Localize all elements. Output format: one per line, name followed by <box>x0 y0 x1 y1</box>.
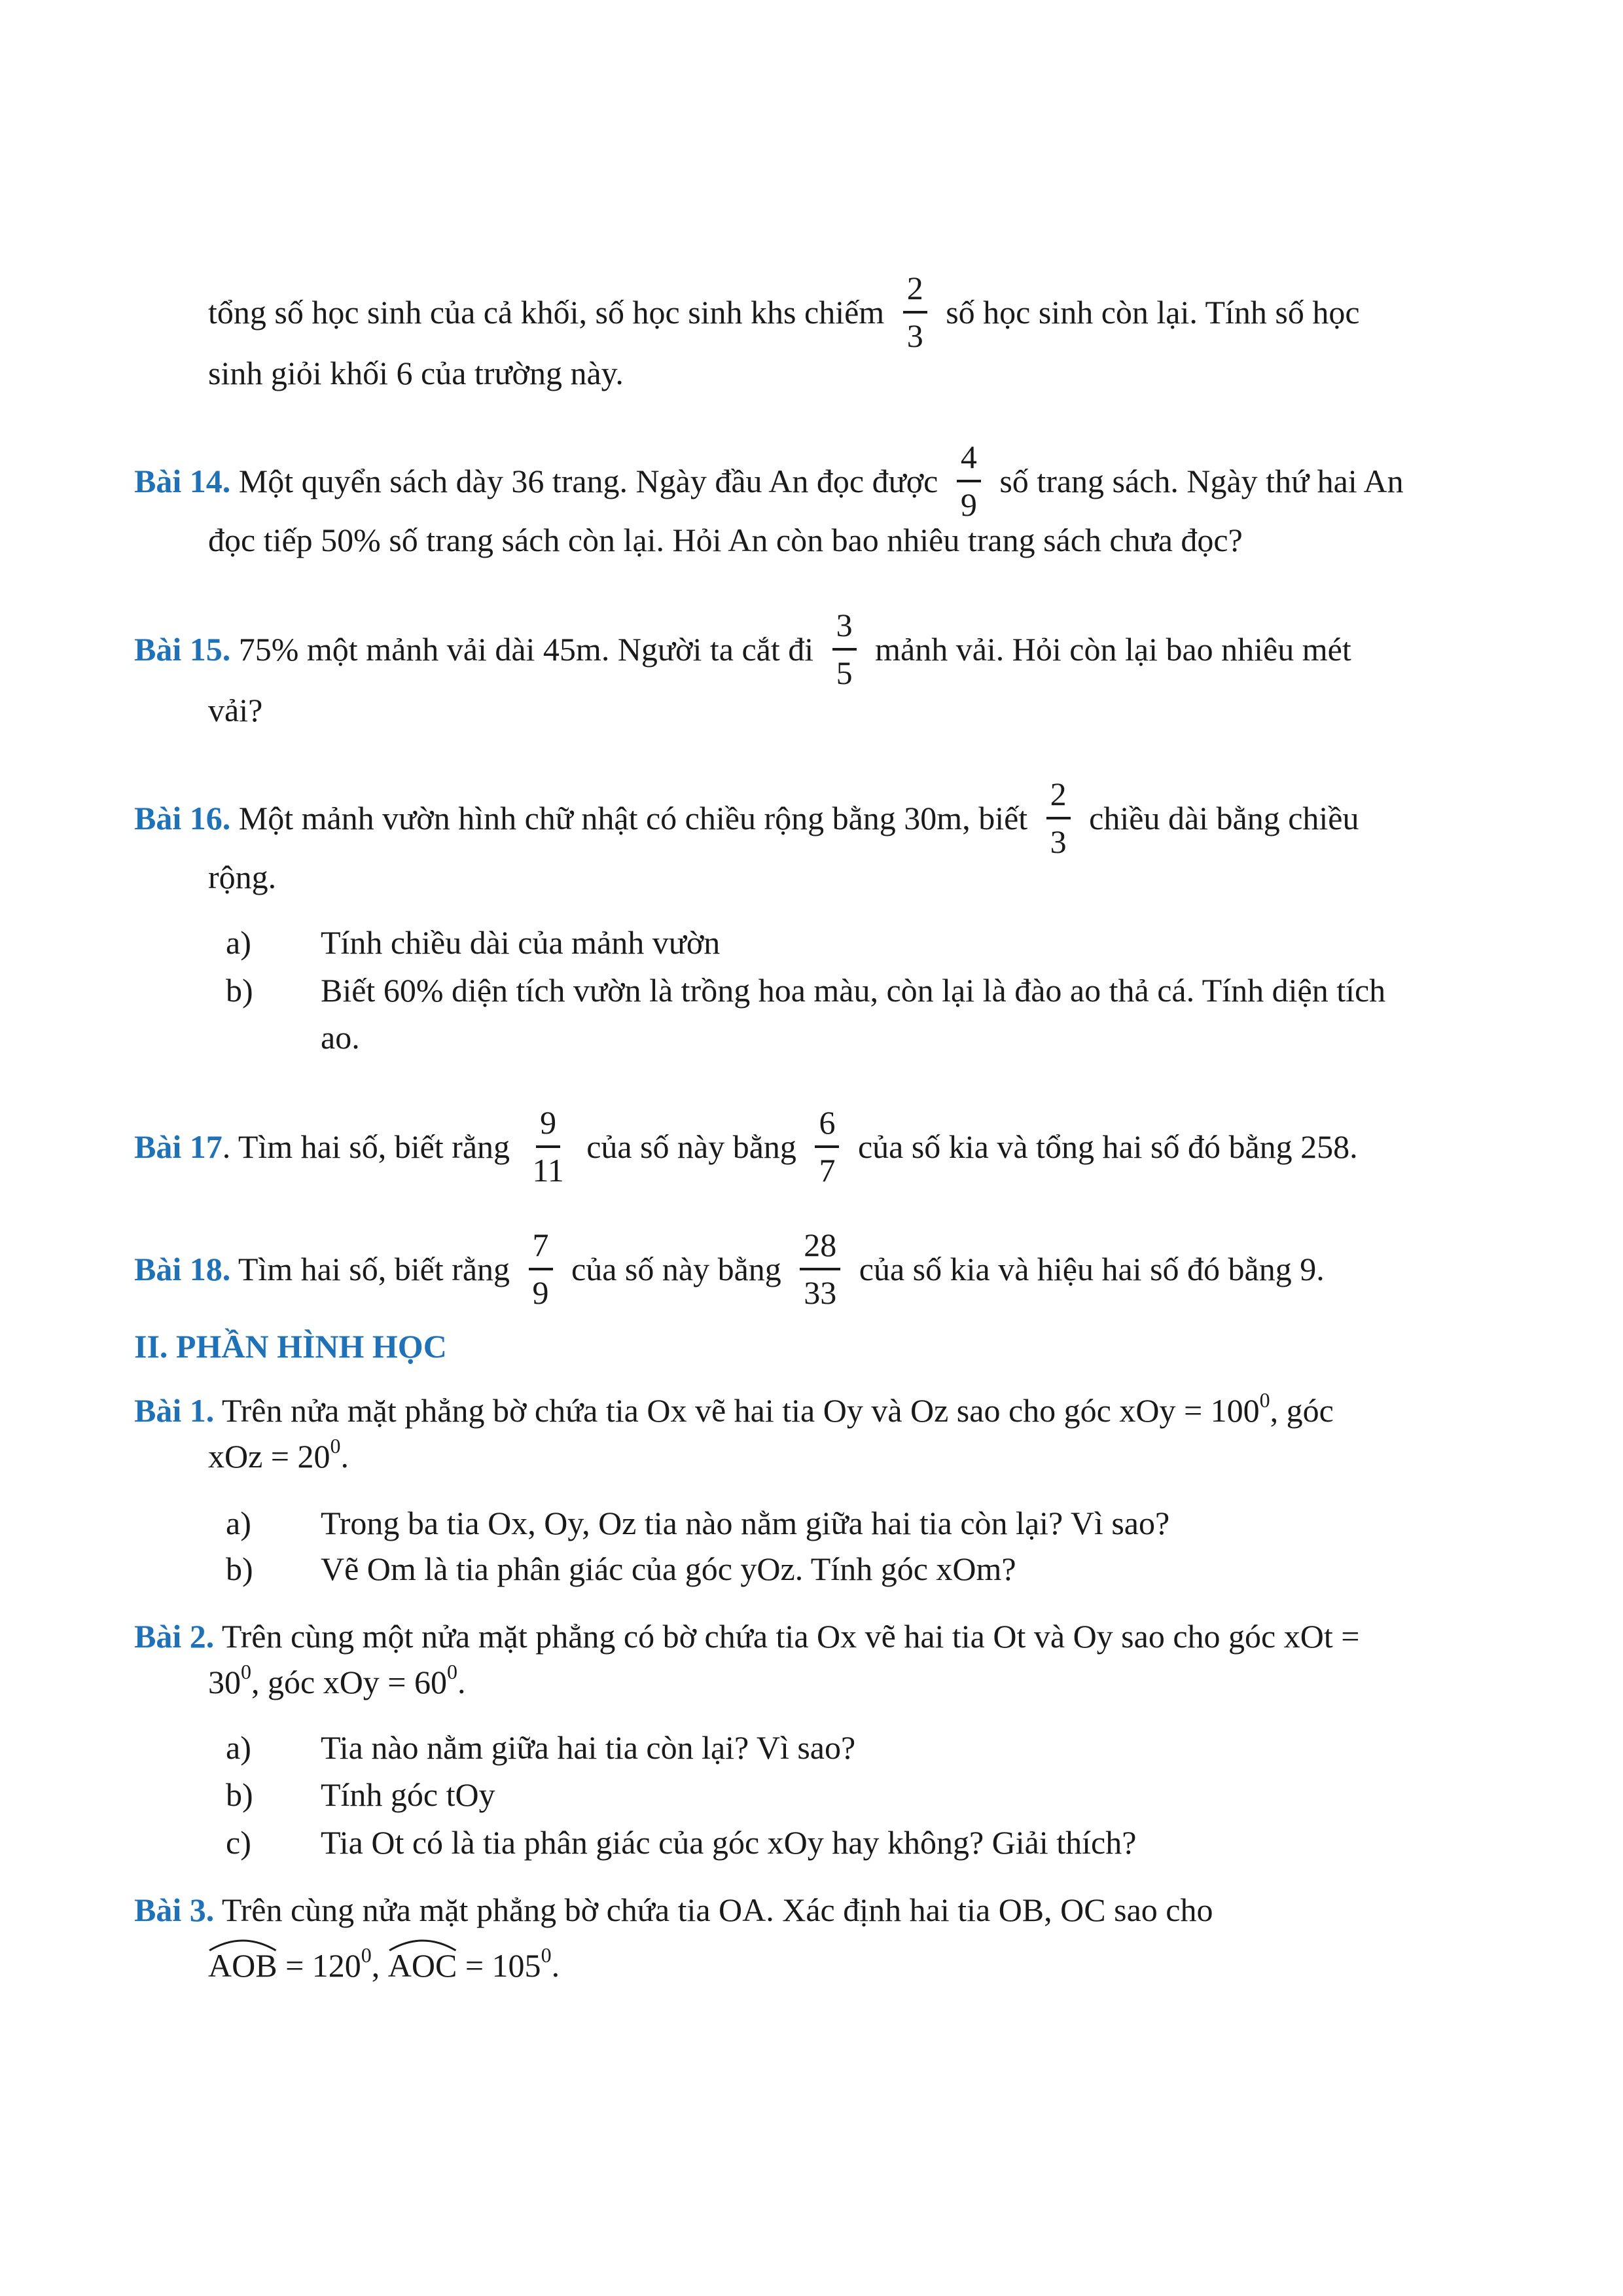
item-text: Vẽ Om là tia phân giác của góc yOz. Tính góc xOm? <box>321 1551 1016 1587</box>
text-segment: , <box>371 1947 388 1984</box>
degree-superscript: 0 <box>241 1660 251 1683</box>
problem-label: Bài 3. <box>134 1892 215 1928</box>
item-label: a) <box>226 1505 251 1541</box>
continuation-line-2: sinh giỏi khối 6 của trường này. <box>208 355 624 391</box>
item-label: b) <box>226 1776 253 1813</box>
hh1-item-b <box>226 1552 1016 1585</box>
hh2-item-b <box>226 1778 495 1811</box>
fraction-denominator: 3 <box>906 317 923 354</box>
bai15-line-1 <box>134 607 1351 694</box>
text-segment: . <box>457 1664 466 1700</box>
degree-superscript: 0 <box>447 1660 457 1683</box>
fraction-numerator: 4 <box>957 440 981 482</box>
text-segment: của số kia và hiệu hai số đó bằng 9. <box>859 1250 1325 1287</box>
fraction <box>800 1228 840 1310</box>
problem-label: Bài 16. <box>134 799 231 836</box>
text-segment: . <box>222 1128 231 1165</box>
fraction-numerator: 7 <box>529 1228 553 1270</box>
item-label: b) <box>226 972 253 1009</box>
text-segment: , góc xOy = 60 <box>251 1664 447 1700</box>
hh2-line-2 <box>208 1660 466 1700</box>
bai16-item-b <box>226 974 1385 1007</box>
text-segment: Một mảnh vườn hình chữ nhật có chiều rộng bằng 30m, biết <box>238 799 1028 836</box>
fraction-numerator: 2 <box>903 271 927 314</box>
text-segment: Trên cùng nửa mặt phẳng bờ chứa tia OA. Xác định hai tia OB, OC sao cho <box>221 1892 1213 1928</box>
fraction-denominator: 5 <box>836 654 853 691</box>
text-segment: mảnh vải. Hỏi còn lại bao nhiêu mét <box>875 630 1351 668</box>
hh3-line-2 <box>208 1943 560 1984</box>
text-segment: = 105 <box>457 1947 541 1984</box>
text-segment: Một quyển sách dày 36 trang. Ngày đầu An đọc được <box>238 462 938 499</box>
text-segment: Trên cùng một nửa mặt phẳng có bờ chứa tia Ox vẽ hai tia Ot và Oy sao cho góc xOt = <box>221 1618 1360 1655</box>
angle-label: AOB <box>208 1947 277 1984</box>
bai16-line-1 <box>134 776 1359 863</box>
text-segment: chiều dài bằng chiều <box>1089 799 1359 836</box>
text-segment: . <box>551 1947 560 1984</box>
bai18-line <box>134 1227 1325 1314</box>
text-segment: 30 <box>208 1664 241 1700</box>
text-segment: 75% một mảnh vải dài 45m. Người ta cắt đi <box>238 630 814 668</box>
fraction-denominator: 33 <box>804 1274 837 1311</box>
hh2-item-c <box>226 1826 1136 1859</box>
text-segment: số học sinh còn lại. Tính số học <box>946 293 1360 331</box>
fraction-numerator: 9 <box>536 1105 560 1148</box>
section-title: II. PHẦN HÌNH HỌC <box>134 1328 447 1365</box>
fraction <box>529 1228 553 1310</box>
text-segment: Tìm hai số, biết rằng <box>238 1250 510 1287</box>
item-text: Trong ba tia Ox, Oy, Oz tia nào nằm giữa hai tia còn lại? Vì sao? <box>321 1505 1170 1541</box>
item-label: b) <box>226 1551 253 1587</box>
fraction <box>957 440 981 522</box>
continuation-line-1 <box>208 270 1360 357</box>
problem-label: Bài 1. <box>134 1392 215 1429</box>
hh2-item-a <box>226 1731 855 1764</box>
fraction-denominator: 9 <box>532 1274 549 1311</box>
degree-superscript: 0 <box>1259 1388 1270 1412</box>
text-segment: số trang sách. Ngày thứ hai An <box>999 462 1404 499</box>
text-segment: của số này bằng <box>571 1250 781 1287</box>
hh1-line-1 <box>134 1388 1334 1429</box>
item-text: Tính góc tOy <box>321 1776 495 1813</box>
fraction-numerator: 28 <box>800 1228 840 1270</box>
fraction-denominator: 3 <box>1050 823 1067 860</box>
hh2-line-1 <box>134 1620 1359 1653</box>
fraction-numerator: 3 <box>832 608 857 651</box>
text-segment: Tìm hai số, biết rằng <box>238 1128 510 1165</box>
bai14-line-2: đọc tiếp 50% số trang sách còn lại. Hỏi An còn bao nhiêu trang sách chưa đọc? <box>208 522 1243 558</box>
hh1-line-2 <box>208 1434 349 1475</box>
item-label: c) <box>226 1824 251 1861</box>
problem-label: Bài 17 <box>134 1128 223 1165</box>
degree-superscript: 0 <box>541 1943 552 1967</box>
item-text: Biết 60% diện tích vườn là trồng hoa màu, còn lại là đào ao thả cá. Tính diện tích <box>321 972 1386 1009</box>
fraction <box>832 608 857 690</box>
problem-label: Bài 2. <box>134 1618 215 1655</box>
bai15-line-2: vải? <box>208 692 263 728</box>
fraction-denominator: 7 <box>819 1151 836 1189</box>
fraction-denominator: 9 <box>960 486 977 523</box>
text-segment: , góc <box>1270 1392 1334 1429</box>
text-segment: . <box>340 1438 349 1475</box>
bai17-line <box>134 1104 1358 1191</box>
item-text: Tia Ot có là tia phân giác của góc xOy hay không? Giải thích? <box>321 1824 1137 1861</box>
bai16-item-a <box>226 926 720 959</box>
bai16-line-2: rộng. <box>208 859 277 895</box>
arc-icon <box>208 1935 277 1952</box>
bai16-item-b-cont: ao. <box>321 1019 360 1056</box>
fraction-denominator: 11 <box>532 1151 564 1189</box>
text-segment: = 120 <box>277 1947 361 1984</box>
text-segment: của số kia và tổng hai số đó bằng 258. <box>857 1128 1358 1165</box>
item-text: Tính chiều dài của mảnh vườn <box>321 924 721 961</box>
problem-label: Bài 14. <box>134 462 231 499</box>
fraction <box>529 1105 568 1187</box>
bai14-line-1 <box>134 439 1404 526</box>
degree-superscript: 0 <box>361 1943 372 1967</box>
text-segment: Trên nửa mặt phẳng bờ chứa tia Ox vẽ hai tia Oy và Oz sao cho góc xOy = 100 <box>221 1392 1260 1429</box>
item-label: a) <box>226 924 251 961</box>
angle-aoc <box>388 1949 457 1982</box>
text-segment: xOz = 20 <box>208 1438 330 1475</box>
hh1-item-a <box>226 1507 1169 1539</box>
angle-aob <box>208 1949 277 1982</box>
fraction-numerator: 2 <box>1046 777 1071 819</box>
problem-label: Bài 18. <box>134 1250 231 1287</box>
fraction <box>1046 777 1071 859</box>
text-segment: tổng số học sinh của cả khối, số học sinh khs chiếm <box>208 293 885 331</box>
arc-icon <box>388 1935 457 1952</box>
fraction <box>903 271 927 353</box>
item-label: a) <box>226 1729 251 1766</box>
hh3-line-1 <box>134 1893 1213 1926</box>
problem-label: Bài 15. <box>134 630 231 668</box>
angle-label: AOC <box>387 1947 457 1984</box>
fraction <box>815 1105 839 1187</box>
fraction-numerator: 6 <box>815 1105 839 1148</box>
text-segment: của số này bằng <box>586 1128 796 1165</box>
degree-superscript: 0 <box>330 1434 341 1458</box>
item-text: Tia nào nằm giữa hai tia còn lại? Vì sao? <box>321 1729 856 1766</box>
